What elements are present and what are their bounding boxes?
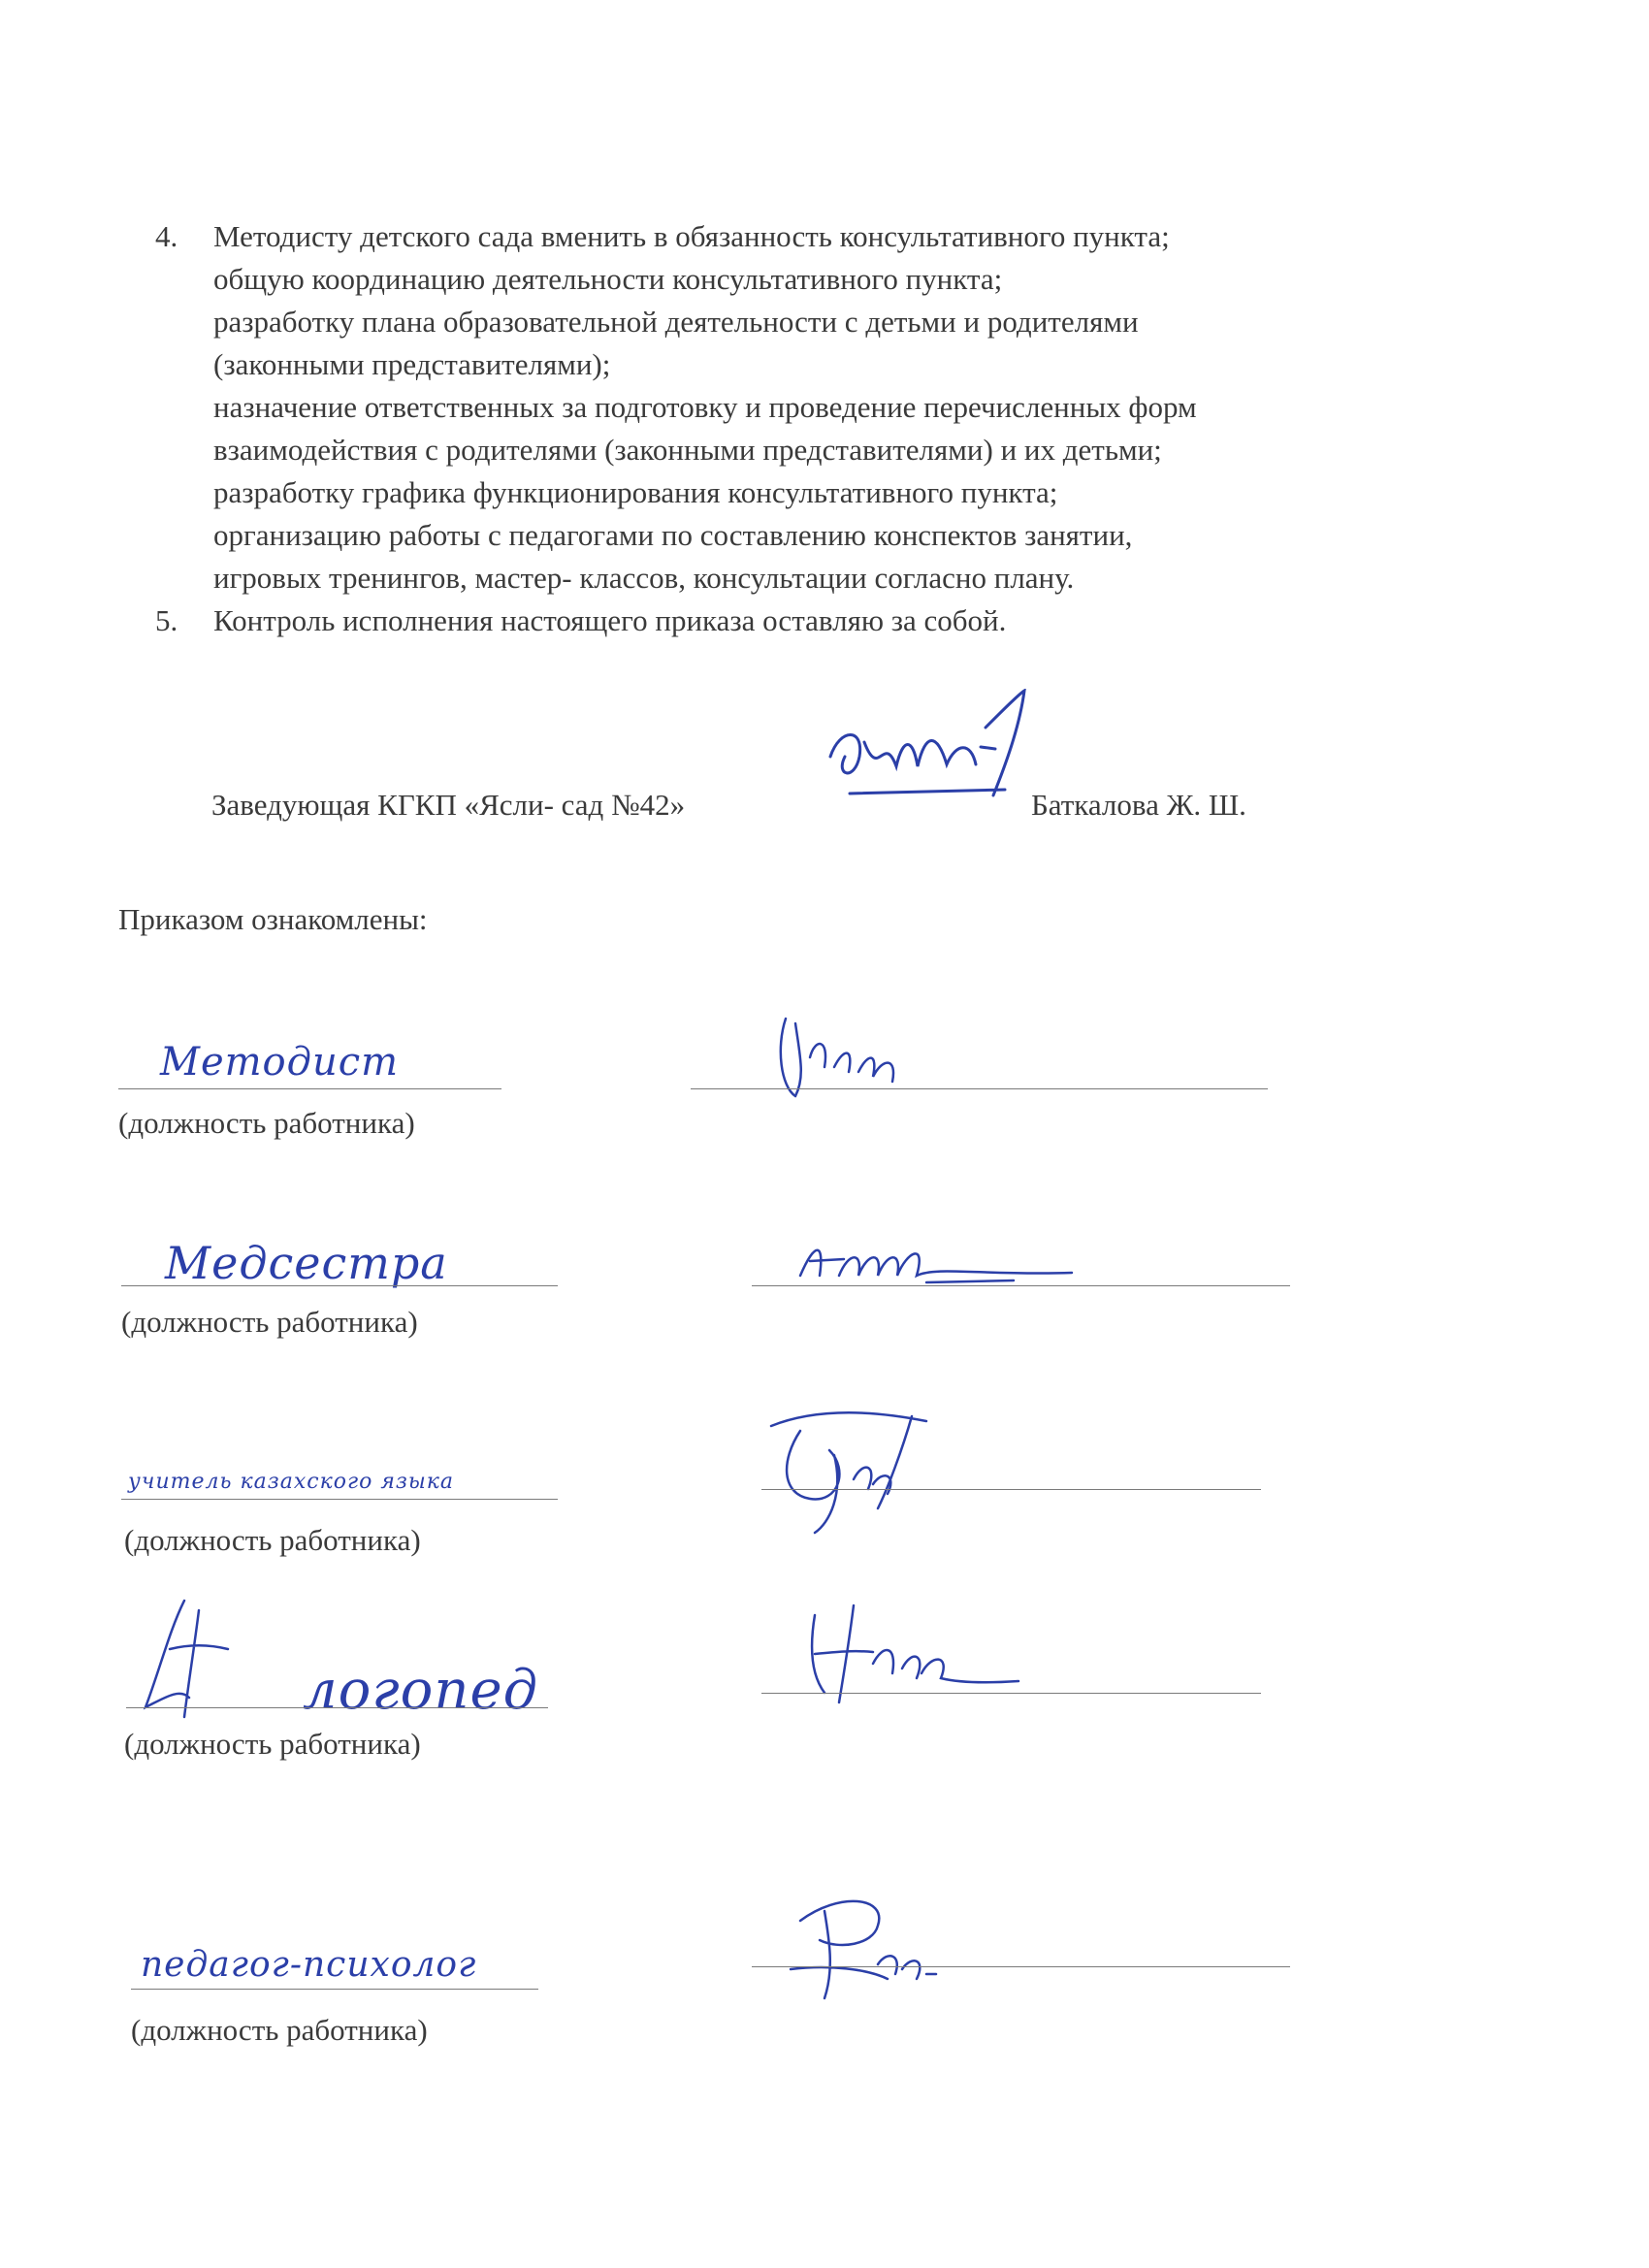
employee-row — [0, 1213, 1649, 1348]
signature-line — [752, 1285, 1290, 1286]
position-caption: (должность работника) — [131, 2013, 428, 2047]
employee-initials-signature — [131, 1591, 238, 1727]
position-handwritten: учитель казахского языка — [128, 1470, 455, 1494]
position-handwritten: педагог-психолог — [141, 1945, 477, 1985]
employee-row — [0, 1892, 1649, 2047]
acknowledged-title: Приказом ознакомлены: — [118, 902, 428, 936]
employee-signature — [781, 1882, 975, 2008]
signature-line — [761, 1693, 1261, 1694]
position-line — [121, 1499, 558, 1500]
item-line: Контроль исполнения настоящего приказа оставляю за собой. — [213, 603, 1007, 637]
item-line: общую координацию деятельности консультативного пункта; — [213, 262, 1003, 296]
position-line — [118, 1088, 501, 1089]
position-line — [126, 1707, 548, 1708]
employee-signature — [761, 1402, 955, 1547]
item-number: 4. — [155, 219, 178, 253]
position-caption: (должность работника) — [121, 1305, 418, 1339]
position-handwritten: Методист — [160, 1040, 400, 1085]
director-name: Баткалова Ж. Ш. — [1031, 788, 1246, 822]
employee-row — [0, 1411, 1649, 1557]
signature-line — [761, 1489, 1261, 1490]
employee-signature — [757, 999, 951, 1106]
employee-row — [0, 1605, 1649, 1761]
position-caption: (должность работника) — [118, 1106, 415, 1140]
item-line: назначение ответственных за подготовку и проведение перечисленных форм — [213, 390, 1197, 424]
item-line: Методисту детского сада вменить в обязанность консультативного пункта; — [213, 219, 1170, 253]
item-line: разработку графика функционирования консультативного пункта; — [213, 475, 1058, 509]
order-item-5 — [155, 599, 1494, 642]
signature-line — [691, 1088, 1268, 1089]
employee-row — [0, 999, 1649, 1140]
position-line — [121, 1285, 558, 1286]
item-number: 5. — [155, 603, 178, 637]
director-signature — [811, 689, 1063, 815]
signature-line — [752, 1966, 1290, 1967]
position-line — [131, 1989, 538, 1990]
order-items — [155, 215, 1494, 642]
item-line: (законными представителями); — [213, 347, 611, 381]
item-line: разработку плана образовательной деятельности с детьми и родителями — [213, 305, 1139, 339]
director-role: Заведующая КГКП «Ясли- сад №42» — [211, 788, 686, 822]
position-handwritten: Медсестра — [165, 1237, 448, 1289]
order-item-4 — [155, 215, 1494, 599]
position-caption: (должность работника) — [124, 1523, 421, 1557]
position-handwritten: логопед — [303, 1659, 539, 1722]
item-line: игровых тренингов, мастер- классов, консультации согласно плану. — [213, 561, 1075, 595]
employee-signature — [791, 1222, 1111, 1300]
item-line: организацию работы с педагогами по составлению конспектов занятии, — [213, 518, 1133, 552]
position-caption: (должность работника) — [124, 1727, 421, 1761]
item-line: взаимодействия с родителями (законными представителями) и их детьми; — [213, 433, 1162, 467]
